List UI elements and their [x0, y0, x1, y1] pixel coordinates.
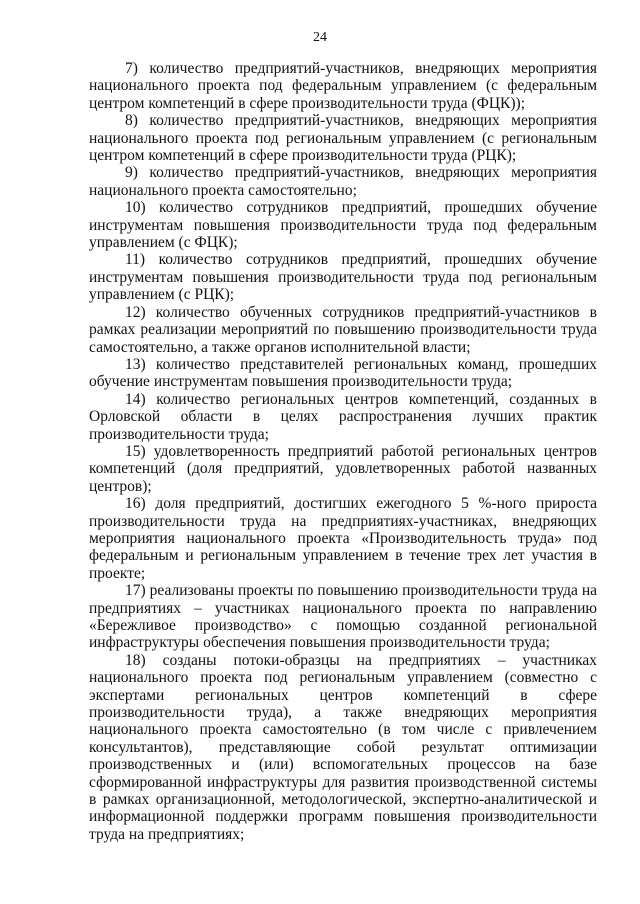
list-item: 16) доля предприятий, достигших ежегодного 5 %-ного прироста производительности труда на предприятиях-участниках, внедряющих мероприятия национального проекта «Производительность труда» под федеральным и региональным управлением в течение трех лет участия в проекте;	[89, 495, 597, 582]
document-body	[89, 60, 597, 843]
list-item: 14) количество региональных центров компетенций, созданных в Орловской области в целях распространения лучших практик производительности труда;	[89, 390, 597, 443]
list-item: 9) количество предприятий-участников, внедряющих мероприятия национального проекта самостоятельно;	[89, 164, 597, 199]
list-item: 13) количество представителей региональных команд, прошедших обучение инструментам повышения производительности труда;	[89, 355, 597, 391]
list-item: 12) количество обученных сотрудников предприятий-участников в рамках реализации мероприятий по повышению производительности труда самостоятельно, а также органов исполнительной власти;	[89, 303, 597, 356]
list-item: 8) количество предприятий-участников, внедряющих мероприятия национального проекта под региональным управлением (с региональным центром компетенций в сфере производительности труда (РЦК);	[89, 112, 597, 165]
list-item: 15) удовлетворенность предприятий работой региональных центров компетенций (доля предприятий, удовлетворенных работой названных центров);	[89, 442, 597, 495]
page-number: 24	[313, 30, 327, 45]
list-item: 18) созданы потоки-образцы на предприятиях – участниках национального проекта под региональным управлением (совместно с экспертами региональных центров компетенций в сфере производительности труда), а также внедряющих мероприятия национального проекта самостоятельно (в том числе с привлечением консультантов), представляющие собой результат оптимизации производственных и (или) вспомогательных процессов на базе сформированной инфраструктуры для развития производственной системы в рамках организационной, методологической, экспертно-аналитической и информационной поддержки программ повышения производительности труда на предприятиях;	[89, 651, 597, 843]
list-item: 17) реализованы проекты по повышению производительности труда на предприятиях – участниках национального проекта по направлению «Бережливое производство» с помощью созданной региональной инфраструктуры обеспечения повышения производительности труда;	[89, 582, 597, 652]
list-item: 11) количество сотрудников предприятий, прошедших обучение инструментам повышения производительности труда под региональным управлением (с РЦК);	[89, 251, 597, 304]
list-item: 7) количество предприятий-участников, внедряющих мероприятия национального проекта под федеральным управлением (с федеральным центром компетенций в сфере производительности труда (ФЦК));	[89, 60, 597, 112]
list-item: 10) количество сотрудников предприятий, прошедших обучение инструментам повышения производительности труда под федеральным управлением (с ФЦК);	[89, 199, 597, 252]
